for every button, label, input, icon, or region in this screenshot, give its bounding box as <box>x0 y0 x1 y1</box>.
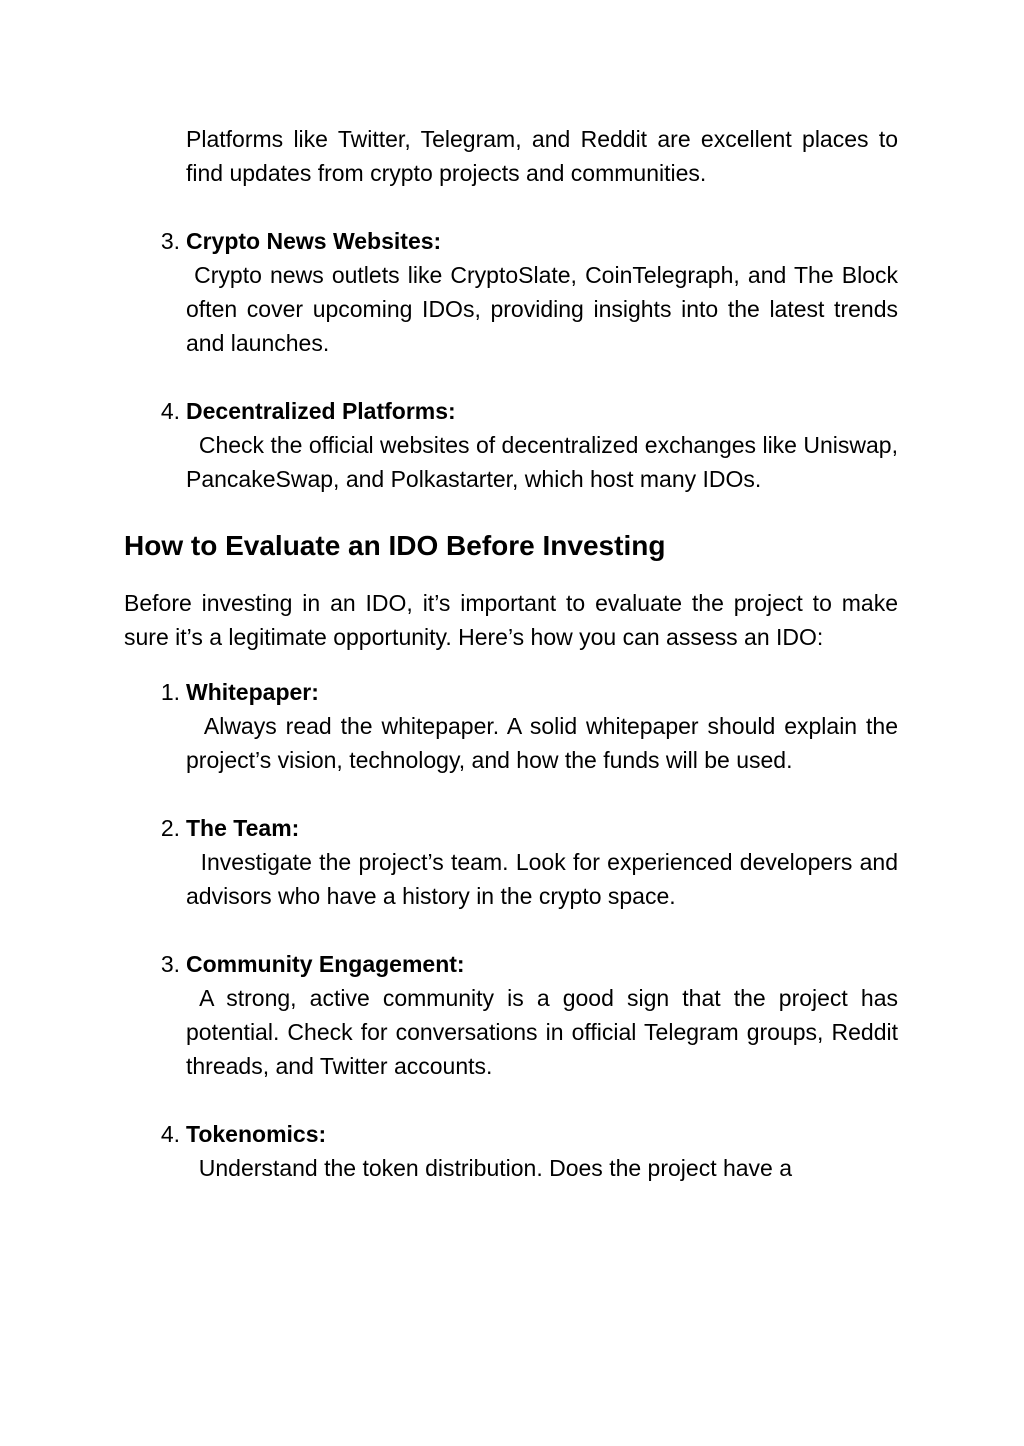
list-item-body: A strong, active community is a good sign that the project has potential. Check for conversations in official Telegram groups, Reddit threads, and Twitter accounts. <box>186 985 905 1079</box>
list-item-number: 2. <box>160 815 180 841</box>
list-item <box>160 224 905 360</box>
list-item-title: Crypto News Websites: <box>186 228 442 254</box>
list-item <box>160 947 905 1083</box>
list-item <box>160 1117 898 1185</box>
document-page <box>124 122 905 1185</box>
section-intro: Before investing in an IDO, it’s important to evaluate the project to make sure it’s a legitimate opportunity. Here’s how you can assess an IDO: <box>124 590 898 650</box>
list-item-number: 4. <box>160 398 180 424</box>
list-item-title: The Team: <box>186 815 300 841</box>
list-item-title: Tokenomics: <box>186 1121 327 1147</box>
section-heading: How to Evaluate an IDO Before Investing <box>124 530 666 561</box>
sources-list <box>124 224 905 496</box>
list-item <box>160 675 905 777</box>
list-item <box>160 811 905 913</box>
list-item-number: 3. <box>160 951 180 977</box>
list-item-title: Whitepaper: <box>186 679 319 705</box>
evaluate-list <box>124 675 905 1185</box>
list-item <box>160 394 905 496</box>
list-item-number: 1. <box>160 679 180 705</box>
list-item-body: Crypto news outlets like CryptoSlate, CoinTelegraph, and The Block often cover upcoming IDOs, providing insights into the latest trends and launches. <box>186 262 905 356</box>
list-item-number: 3. <box>160 228 180 254</box>
list-item-body: Always read the whitepaper. A solid whitepaper should explain the project’s vision, technology, and how the funds will be used. <box>186 713 905 773</box>
list-item-body: Investigate the project’s team. Look for experienced developers and advisors who have a history in the crypto space. <box>186 849 905 909</box>
continued-paragraph: Platforms like Twitter, Telegram, and Reddit are excellent places to find updates from crypto projects and communities. <box>186 126 898 186</box>
list-item-title: Decentralized Platforms: <box>186 398 456 424</box>
list-item-title: Community Engagement: <box>186 951 465 977</box>
list-item-body: Understand the token distribution. Does the project have a <box>186 1155 793 1181</box>
list-item-body: Check the official websites of decentralized exchanges like Uniswap, PancakeSwap, and Polkastarter, which host many IDOs. <box>186 432 905 492</box>
list-item-number: 4. <box>160 1121 180 1147</box>
